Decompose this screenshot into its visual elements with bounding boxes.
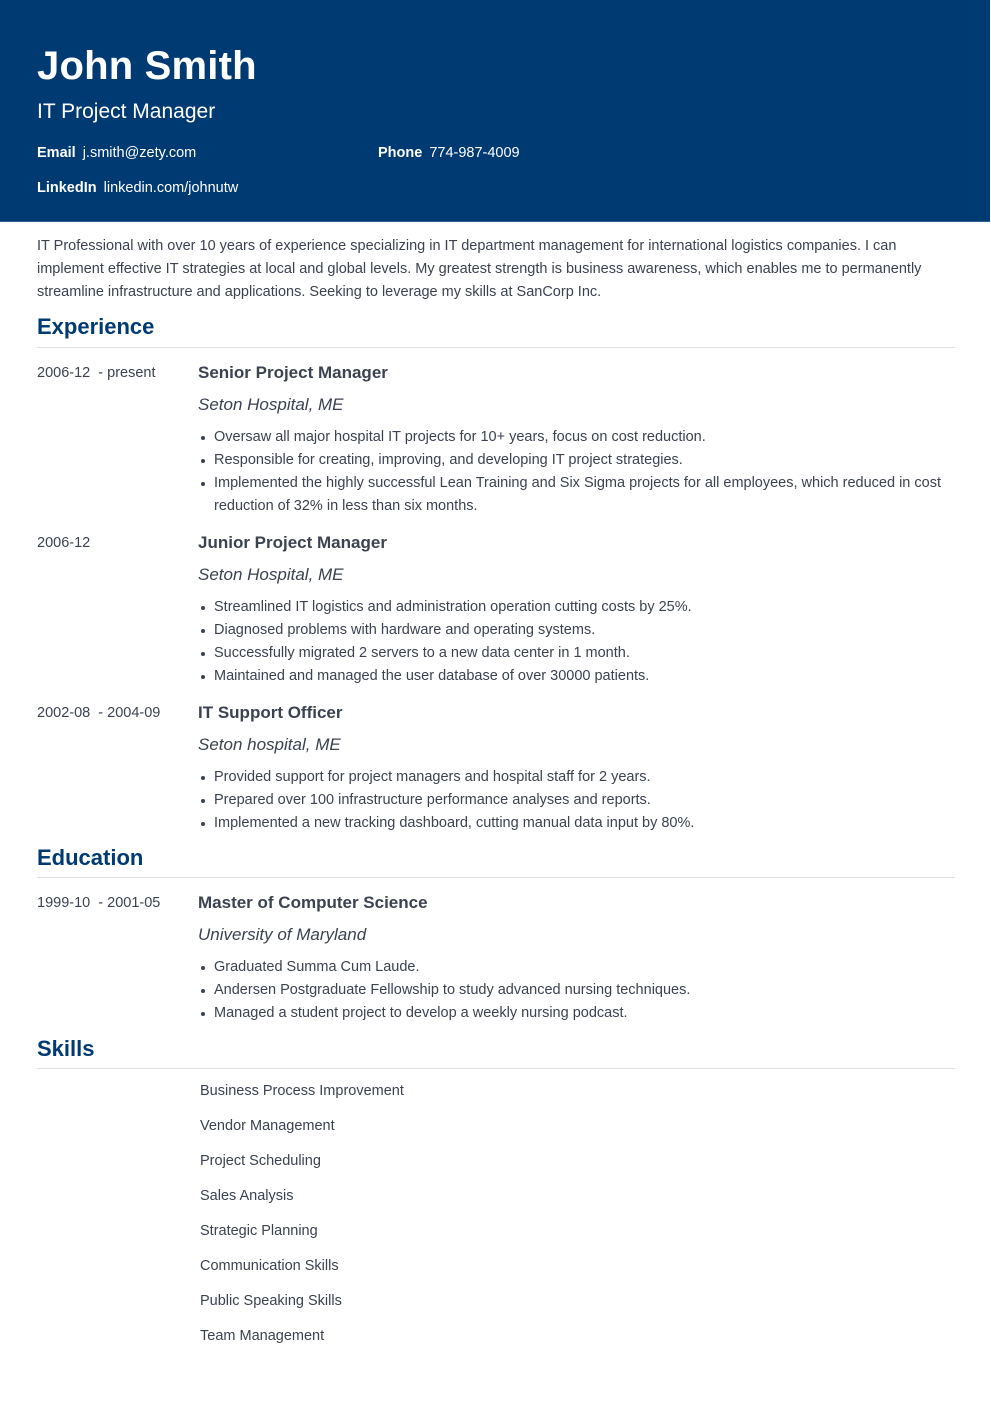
contact-email-value[interactable]: j.smith@zety.com bbox=[82, 145, 197, 161]
entry-organization: Seton hospital, ME bbox=[198, 735, 341, 754]
skill-item: Project Scheduling bbox=[200, 1153, 321, 1169]
resume-header bbox=[0, 0, 990, 222]
list-item: Implemented the highly successful Lean Training and Six Sigma projects for all employees, which reduced in cost reduction of 32% in less than six months. bbox=[198, 472, 955, 518]
section-title-experience: Experience bbox=[37, 314, 155, 339]
section-divider bbox=[37, 1068, 955, 1069]
entry-title: Master of Computer Science bbox=[198, 893, 428, 912]
section-title-education: Education bbox=[37, 845, 144, 870]
contact-phone-label: Phone bbox=[378, 145, 423, 161]
list-item: Oversaw all major hospital IT projects for 10+ years, focus on cost reduction. bbox=[198, 426, 955, 449]
contact-linkedin bbox=[37, 179, 238, 197]
section-divider bbox=[37, 347, 955, 348]
skill-item: Sales Analysis bbox=[200, 1188, 294, 1204]
candidate-role: IT Project Manager bbox=[37, 100, 216, 123]
list-item: Andersen Postgraduate Fellowship to study advanced nursing techniques. bbox=[198, 979, 955, 1002]
entry-organization: Seton Hospital, ME bbox=[198, 565, 344, 584]
skill-item: Strategic Planning bbox=[200, 1223, 318, 1239]
list-item: Diagnosed problems with hardware and operating systems. bbox=[198, 619, 955, 642]
skill-item: Business Process Improvement bbox=[200, 1083, 404, 1099]
entry-organization: University of Maryland bbox=[198, 925, 367, 944]
entry-title: Junior Project Manager bbox=[198, 533, 387, 552]
entry-date: 2002-08 - 2004-09 bbox=[37, 705, 161, 721]
list-item: Maintained and managed the user database of over 30000 patients. bbox=[198, 665, 955, 688]
professional-summary: IT Professional with over 10 years of experience specializing in IT department management for international logistics companies. I can implement effective IT strategies at local and global levels. My greatest strength is business awareness, which enables me to permanently streamline infrastructure and applications. Seeking to leverage my skills at SanCorp Inc. bbox=[37, 238, 922, 300]
list-item: Streamlined IT logistics and administration operation cutting costs by 25%. bbox=[198, 596, 955, 619]
list-item: Prepared over 100 infrastructure performance analyses and reports. bbox=[198, 789, 955, 812]
list-item: Implemented a new tracking dashboard, cutting manual data input by 80%. bbox=[198, 812, 955, 835]
skills-list bbox=[200, 1082, 404, 1362]
contact-linkedin-value[interactable]: linkedin.com/johnutw bbox=[103, 180, 239, 196]
contact-linkedin-label: LinkedIn bbox=[37, 180, 97, 196]
section-title-skills: Skills bbox=[37, 1036, 95, 1061]
entry-bullets bbox=[198, 596, 955, 688]
entry-date: 1999-10 - 2001-05 bbox=[37, 895, 161, 911]
entry-date: 2006-12 - present bbox=[37, 365, 156, 381]
list-item: Responsible for creating, improving, and developing IT project strategies. bbox=[198, 449, 955, 472]
contact-phone-value: 774-987-4009 bbox=[429, 145, 520, 161]
entry-bullets bbox=[198, 766, 955, 835]
entry-bullets bbox=[198, 956, 955, 1025]
skill-item: Public Speaking Skills bbox=[200, 1293, 342, 1309]
entry-date: 2006-12 bbox=[37, 535, 91, 551]
skill-item: Vendor Management bbox=[200, 1118, 335, 1134]
contact-phone bbox=[378, 144, 520, 162]
skill-item: Team Management bbox=[200, 1328, 325, 1344]
list-item: Provided support for project managers and hospital staff for 2 years. bbox=[198, 766, 955, 789]
list-item: Graduated Summa Cum Laude. bbox=[198, 956, 955, 979]
list-item: Successfully migrated 2 servers to a new data center in 1 month. bbox=[198, 642, 955, 665]
entry-title: IT Support Officer bbox=[198, 703, 343, 722]
entry-bullets bbox=[198, 426, 955, 518]
skill-item: Communication Skills bbox=[200, 1258, 339, 1274]
section-divider bbox=[37, 877, 955, 878]
entry-title: Senior Project Manager bbox=[198, 363, 388, 382]
entry-organization: Seton Hospital, ME bbox=[198, 395, 344, 414]
list-item: Managed a student project to develop a weekly nursing podcast. bbox=[198, 1002, 955, 1025]
candidate-name: John Smith bbox=[37, 44, 257, 88]
contact-email-label: Email bbox=[37, 145, 76, 161]
contact-email bbox=[37, 144, 196, 162]
